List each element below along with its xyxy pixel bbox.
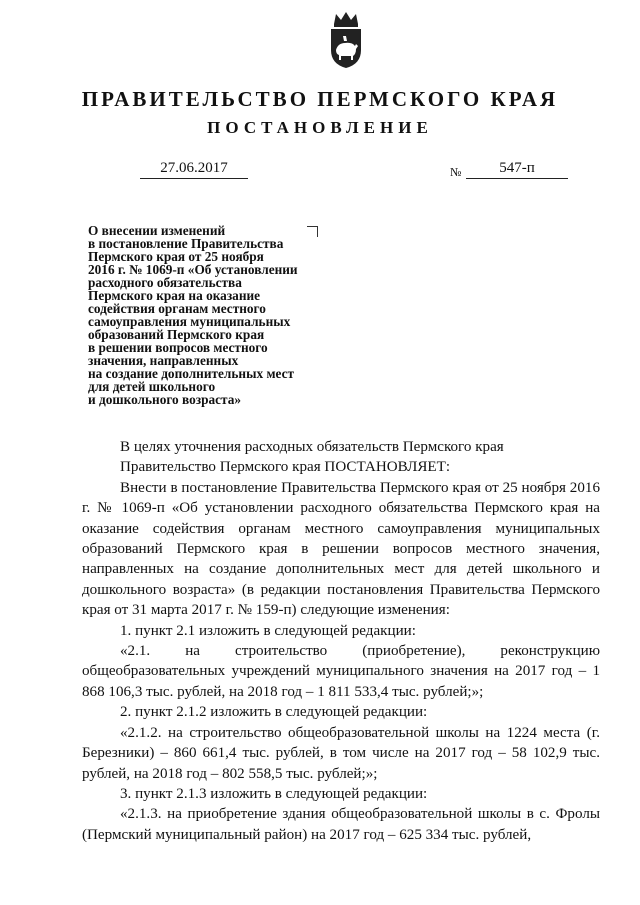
document-date: 27.06.2017: [140, 160, 248, 179]
number-sign: №: [450, 165, 462, 179]
subject-line: О внесении изменений: [88, 223, 226, 238]
body-paragraph: «2.1.3. на приобретение здания общеобразовательной школы в с. Фролы (Пермский муниципальный район) на 2017 год – 625 334 тыс. рублей,: [82, 806, 600, 843]
subject-line: для детей школьного: [88, 379, 216, 394]
subject-line: содействия органам местного: [88, 301, 266, 316]
subject-line: в решении вопросов местного: [88, 340, 268, 355]
body-paragraph: 3. пункт 2.1.3 изложить в следующей редакции:: [120, 785, 428, 802]
subject-line: расходного обязательства: [88, 275, 242, 290]
document-type: ПОСТАНОВЛЕНИЕ: [207, 118, 433, 137]
document-subject: [88, 224, 328, 406]
document-number: 547-п: [466, 160, 568, 179]
document-body: [82, 437, 600, 845]
subject-line: самоуправления муниципальных: [88, 314, 291, 329]
subject-line: 2016 г. № 1069-п «Об установлении: [88, 262, 298, 277]
subject-line: значения, направленных: [88, 353, 239, 368]
government-title: ПРАВИТЕЛЬСТВО ПЕРМСКОГО КРАЯ: [81, 87, 559, 111]
body-paragraph: В целях уточнения расходных обязательств Пермского края: [120, 439, 504, 455]
subject-line: и дошкольного возраста»: [88, 392, 242, 407]
coat-of-arms-emblem: [326, 10, 366, 70]
subject-line: на создание дополнительных мест: [88, 366, 294, 381]
body-paragraph: 2. пункт 2.1.2 изложить в следующей редакции:: [120, 704, 428, 721]
subject-line: Пермского края на оказание: [88, 288, 261, 303]
body-paragraph: Правительство Пермского края ПОСТАНОВЛЯЕТ:: [120, 459, 451, 476]
body-paragraph: «2.1. на строительство (приобретение), реконструкцию общеобразовательных учреждений муниципального значения на 2017 год – 1 868 106,3 тыс. рублей, на 2018 год – 1 811 533,4 тыс. рублей;»;: [82, 643, 600, 700]
subject-line: Пермского края от 25 ноября: [88, 249, 264, 264]
body-paragraph: 1. пункт 2.1 изложить в следующей редакции:: [120, 622, 416, 639]
body-paragraph: Внести в постановление Правительства Пермского края от 25 ноября 2016 г. № 1069-п «Об установлении расходного обязательства Пермского края на оказание содействия органам местного самоуправления муниципальных образований Пермского края в решении вопросов местного значения, направленных на создание дополнительных мест для детей школьного и дошкольного возраста» (в редакции постановления Правительства Пермского края от 31 марта 2017 г. № 159-п) следующие изменения:: [82, 479, 600, 619]
body-paragraph: «2.1.2. на строительство общеобразовательной школы на 1224 места (г. Березники) – 860 661,4 тыс. рублей, в том числе на 2017 год – 58 102,9 тыс. рублей, на 2018 год – 802 558,5 тыс. рублей;»;: [82, 724, 600, 782]
subject-line: в постановление Правительства: [88, 236, 284, 251]
subject-line: образований Пермского края: [88, 327, 265, 342]
